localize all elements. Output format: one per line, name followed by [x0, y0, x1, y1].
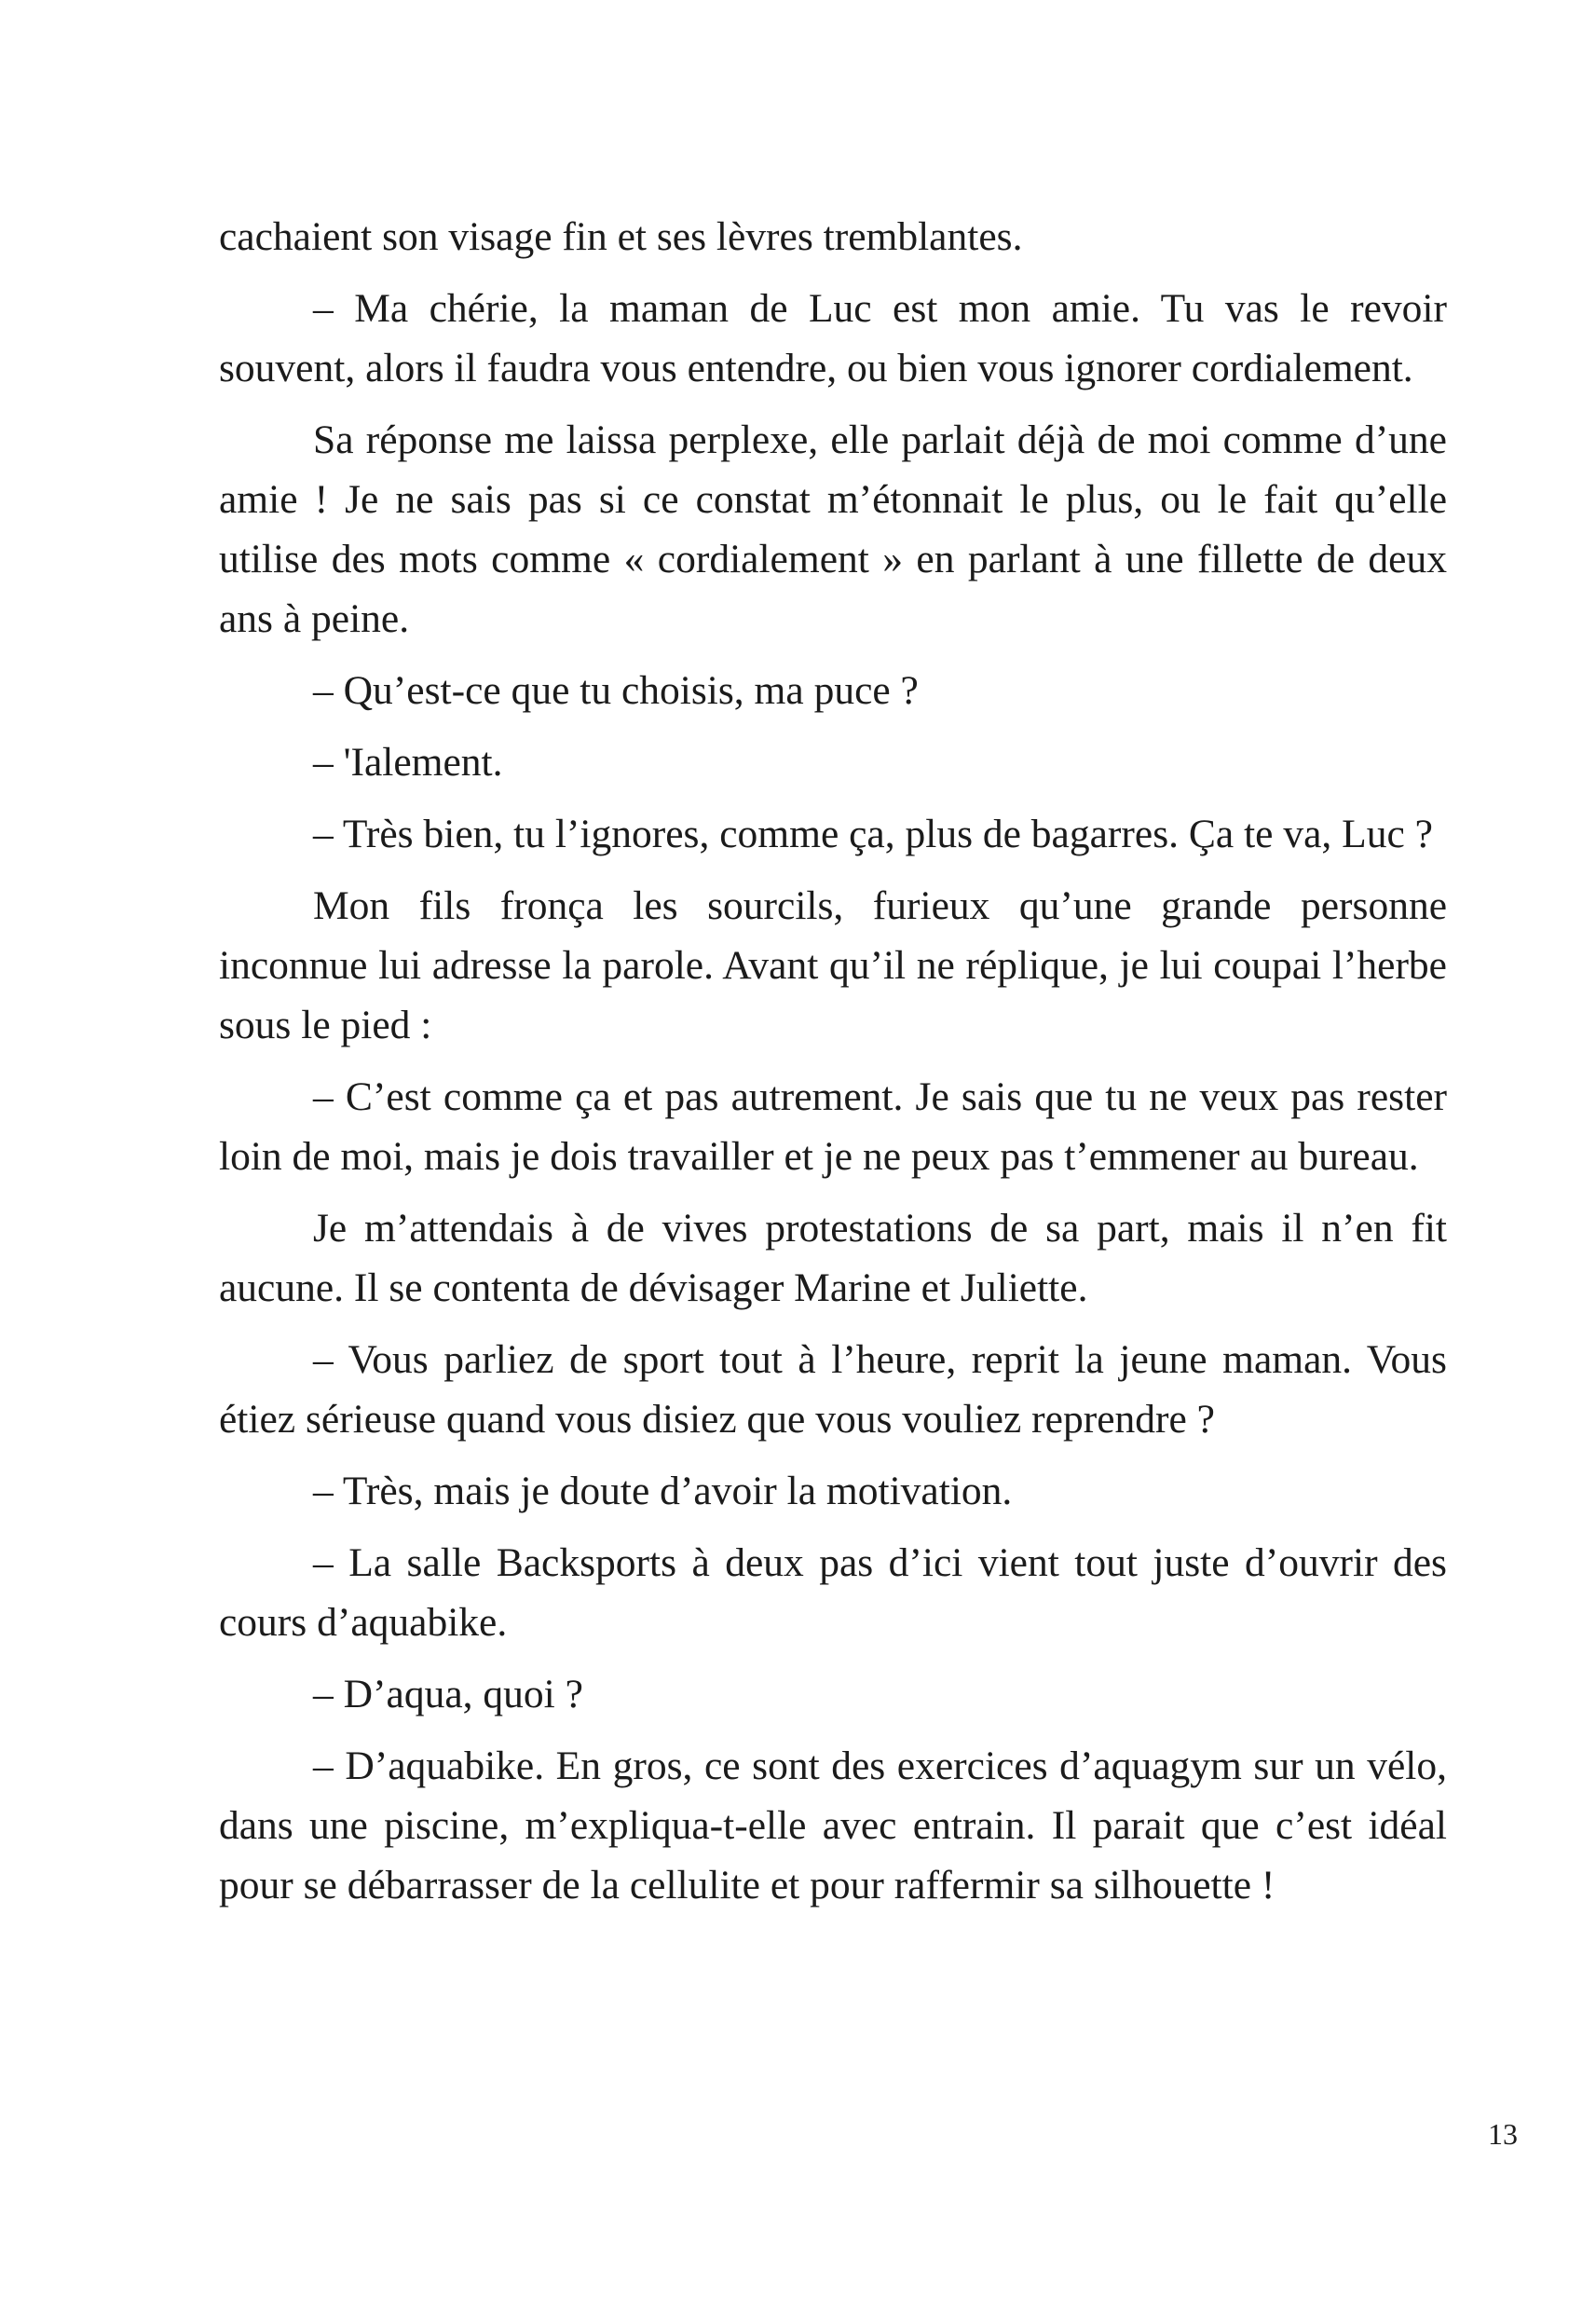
paragraph: Sa réponse me laissa perplexe, elle parlait déjà de moi comme d’une amie ! Je ne sais pas si ce constat m’étonnait le plus, ou le fait qu’elle utilise des mots comme « cordialement » en parlant à une fillette de deux ans à peine. — [219, 417, 1447, 641]
paragraph: cachaient son visage fin et ses lèvres tremblantes. — [219, 214, 1023, 259]
paragraph: Je m’attendais à de vives protestations de sa part, mais il n’en fit aucune. Il se contenta de dévisager Marine et Juliette. — [219, 1206, 1447, 1310]
paragraph: Mon fils fronça les sourcils, furieux qu’une grande personne inconnue lui adresse la parole. Avant qu’il ne réplique, je lui coupai l’herbe sous le pied : — [219, 883, 1447, 1047]
body-text — [219, 207, 1447, 1927]
dialogue-line: – La salle Backsports à deux pas d’ici vient tout juste d’ouvrir des cours d’aquabike. — [219, 1540, 1447, 1645]
dialogue-line: – D’aqua, quoi ? — [313, 1672, 583, 1716]
page-number: 13 — [1488, 2117, 1518, 2151]
dialogue-line: – Ma chérie, la maman de Luc est mon amie. Tu vas le revoir souvent, alors il faudra vous entendre, ou bien vous ignorer cordialement. — [219, 286, 1447, 390]
dialogue-line: – 'Ialement. — [313, 740, 503, 785]
dialogue-line: – Vous parliez de sport tout à l’heure, reprit la jeune maman. Vous étiez sérieuse quand vous disiez que vous vouliez reprendre ? — [219, 1337, 1447, 1442]
dialogue-line: – Très, mais je doute d’avoir la motivation. — [313, 1469, 1013, 1513]
dialogue-line: – C’est comme ça et pas autrement. Je sais que tu ne veux pas rester loin de moi, mais je dois travailler et je ne peux pas t’emmener au bureau. — [219, 1074, 1447, 1179]
dialogue-line: – D’aquabike. En gros, ce sont des exercices d’aquagym sur un vélo, dans une piscine, m’expliqua-t-elle avec entrain. Il parait que c’est idéal pour se débarrasser de la cellulite et pour raffermir sa silhouette ! — [219, 1744, 1447, 1908]
dialogue-line: – Très bien, tu l’ignores, comme ça, plus de bagarres. Ça te va, Luc ? — [313, 812, 1433, 856]
dialogue-line: – Qu’est-ce que tu choisis, ma puce ? — [313, 668, 919, 713]
